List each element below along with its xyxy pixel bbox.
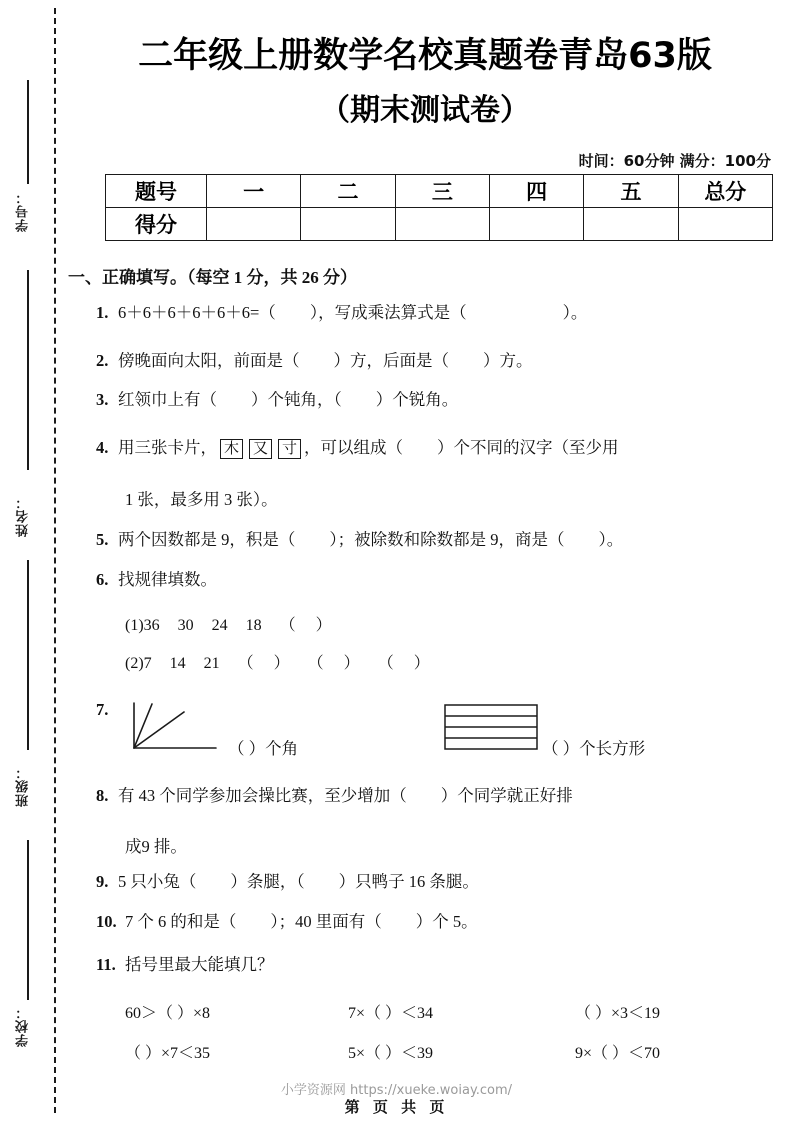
inequality-0-1[interactable]: 7×（ ）＜34 bbox=[348, 1005, 434, 1022]
page-number-footer: 第 页 共 页 bbox=[344, 1098, 449, 1116]
question-6-sequence-2 bbox=[125, 650, 430, 673]
question-11 bbox=[96, 955, 274, 975]
question-7 bbox=[96, 700, 118, 720]
sequence-1-item-1: 30 bbox=[177, 617, 194, 634]
score-table-row-label-1: 得分 bbox=[106, 208, 207, 241]
seal-segment-3 bbox=[27, 560, 29, 750]
question-8-text-b: ）个同学就正好排 bbox=[440, 786, 573, 805]
table-row-question-numbers bbox=[106, 175, 773, 208]
question-1 bbox=[96, 303, 587, 323]
question-1-number: 1. bbox=[96, 303, 109, 322]
score-cell-1[interactable] bbox=[301, 208, 395, 241]
question-10 bbox=[96, 912, 478, 932]
character-card-2: 寸 bbox=[278, 439, 301, 459]
question-9-text-a: 5 只小兔（ bbox=[118, 872, 197, 891]
score-table-col-1: 二 bbox=[301, 175, 395, 208]
score-cell-4[interactable] bbox=[584, 208, 678, 241]
question-4-number: 4. bbox=[96, 438, 109, 457]
inequality-1-1[interactable]: 5×（ ）＜39 bbox=[348, 1045, 434, 1062]
question-5-text-c: ）。 bbox=[598, 530, 624, 549]
question-9-text-c: ）只鸭子 16 条腿。 bbox=[338, 872, 479, 891]
question-11-number: 11. bbox=[96, 955, 116, 974]
seal-segment-1 bbox=[27, 80, 29, 184]
question-5-text-a: 两个因数都是 9，积是（ bbox=[118, 530, 296, 549]
question-6 bbox=[96, 570, 217, 590]
score-table-col-4: 五 bbox=[584, 175, 678, 208]
sequence-1-item-3: 18 bbox=[245, 617, 262, 634]
sequence-2-blank-0[interactable]: （ ） bbox=[237, 655, 290, 672]
sequence-1-label: (1) bbox=[125, 617, 144, 634]
question-4-text-pre: 用三张卡片， bbox=[118, 438, 217, 457]
score-table-col-0: 一 bbox=[207, 175, 301, 208]
site-watermark: 小学资源网 https://xueke.woiay.com/ bbox=[280, 1083, 513, 1098]
question-2-text-a: 傍晚面向太阳，前面是（ bbox=[118, 351, 300, 370]
question-4-text-post: ，可以组成（ bbox=[304, 438, 404, 457]
question-9 bbox=[96, 872, 479, 892]
question-7-number: 7. bbox=[96, 700, 109, 719]
score-cell-2[interactable] bbox=[395, 208, 489, 241]
question-9-number: 9. bbox=[96, 872, 109, 891]
question-1-text-b: ），写成乘法算式是（ bbox=[309, 303, 467, 322]
sequence-1-item-0: 36 bbox=[143, 617, 160, 634]
question-6-number: 6. bbox=[96, 570, 109, 589]
question-4-text-post2: ）个不同的汉字（至少用 bbox=[437, 438, 619, 457]
score-table-col-2: 三 bbox=[395, 175, 489, 208]
margin-label-name: 姓名： bbox=[15, 495, 30, 537]
seal-segment-4 bbox=[27, 840, 29, 1000]
question-5 bbox=[96, 530, 623, 550]
score-cell-5[interactable] bbox=[678, 208, 772, 241]
question-8-text-a: 有 43 个同学参加会操比赛，至少增加（ bbox=[118, 786, 407, 805]
score-table-col-3: 四 bbox=[489, 175, 583, 208]
question-3-text-c: ）个锐角。 bbox=[375, 390, 459, 409]
question-4-line2: 1 张，最多用 3 张）。 bbox=[125, 490, 278, 509]
page-title: 二年级上册数学名校真题卷青岛63版 bbox=[138, 36, 712, 76]
question-10-text-c: ）个 5。 bbox=[415, 912, 478, 931]
question-1-text-c: ）。 bbox=[562, 303, 588, 322]
question-10-number: 10. bbox=[96, 912, 117, 931]
question-6-sequence-1 bbox=[125, 612, 332, 635]
margin-label-school: 学校： bbox=[15, 1005, 30, 1047]
inequality-1-2[interactable]: 9×（ ）＜70 bbox=[575, 1045, 661, 1062]
exam-meta-line: 时间：60分钟 满分：100分 bbox=[578, 152, 771, 170]
question-8-line2: 成9 排。 bbox=[125, 837, 187, 856]
question-3-text-a: 红领巾上有（ bbox=[118, 390, 217, 409]
question-2-number: 2. bbox=[96, 351, 109, 370]
score-table-row-label-0: 题号 bbox=[106, 175, 207, 208]
sequence-2-item-0: 7 bbox=[143, 655, 152, 672]
inequality-0-0[interactable]: 60＞（ ）×8 bbox=[125, 1005, 211, 1022]
question-7-rect-blank[interactable]: （ ）个长方形 bbox=[542, 739, 646, 758]
margin-label-student-id: 学号： bbox=[15, 190, 30, 232]
sequence-2-blank-1[interactable]: （ ） bbox=[307, 655, 360, 672]
question-6-text: 找规律填数。 bbox=[118, 570, 217, 589]
question-10-text-b: ）；40 里面有（ bbox=[270, 912, 382, 931]
sequence-1-blank-0[interactable]: （ ） bbox=[279, 617, 332, 634]
page-subtitle: （期末测试卷） bbox=[320, 93, 530, 128]
character-card-1: 又 bbox=[249, 439, 272, 459]
question-4 bbox=[96, 438, 619, 459]
inequality-0-2[interactable]: （ ）×3＜19 bbox=[575, 1005, 661, 1022]
question-5-number: 5. bbox=[96, 530, 109, 549]
margin-label-class: 班级： bbox=[15, 765, 30, 807]
question-8 bbox=[96, 786, 573, 806]
sequence-1-item-2: 24 bbox=[211, 617, 228, 634]
seal-dashed-line bbox=[54, 8, 56, 1113]
character-card-0: 木 bbox=[220, 439, 243, 459]
angle-figure-icon bbox=[128, 700, 223, 752]
question-9-text-b: ）条腿，（ bbox=[230, 872, 305, 891]
seal-segment-2 bbox=[27, 270, 29, 470]
rectangle-strips-figure-icon bbox=[443, 703, 539, 751]
question-2-text-c: ）方。 bbox=[483, 351, 533, 370]
question-8-number: 8. bbox=[96, 786, 109, 805]
question-3 bbox=[96, 390, 458, 410]
score-table-col-5: 总分 bbox=[678, 175, 772, 208]
sequence-2-item-2: 21 bbox=[203, 655, 220, 672]
score-cell-3[interactable] bbox=[489, 208, 583, 241]
sequence-2-item-1: 14 bbox=[169, 655, 186, 672]
sequence-2-label: (2) bbox=[125, 655, 144, 672]
score-cell-0[interactable] bbox=[207, 208, 301, 241]
question-2 bbox=[96, 351, 533, 371]
table-row-scores bbox=[106, 208, 773, 241]
question-7-angle-blank[interactable]: （ ）个角 bbox=[228, 739, 299, 758]
question-11-text: 括号里最大能填几？ bbox=[125, 955, 274, 974]
question-1-text-a: 6＋6＋6＋6＋6＋6=（ bbox=[118, 303, 276, 322]
section-heading-1: 一、正确填写。（每空 1 分，共 26 分） bbox=[68, 268, 357, 287]
sequence-2-blank-2[interactable]: （ ） bbox=[377, 655, 430, 672]
question-2-text-b: ）方，后面是（ bbox=[333, 351, 449, 370]
score-table bbox=[105, 174, 773, 241]
question-3-number: 3. bbox=[96, 390, 109, 409]
inequality-1-0[interactable]: （ ）×7＜35 bbox=[125, 1045, 211, 1062]
question-3-text-b: ）个钝角，（ bbox=[251, 390, 342, 409]
question-10-text-a: 7 个 6 的和是（ bbox=[125, 912, 237, 931]
question-5-text-b: ）；被除数和除数都是 9，商是（ bbox=[329, 530, 565, 549]
